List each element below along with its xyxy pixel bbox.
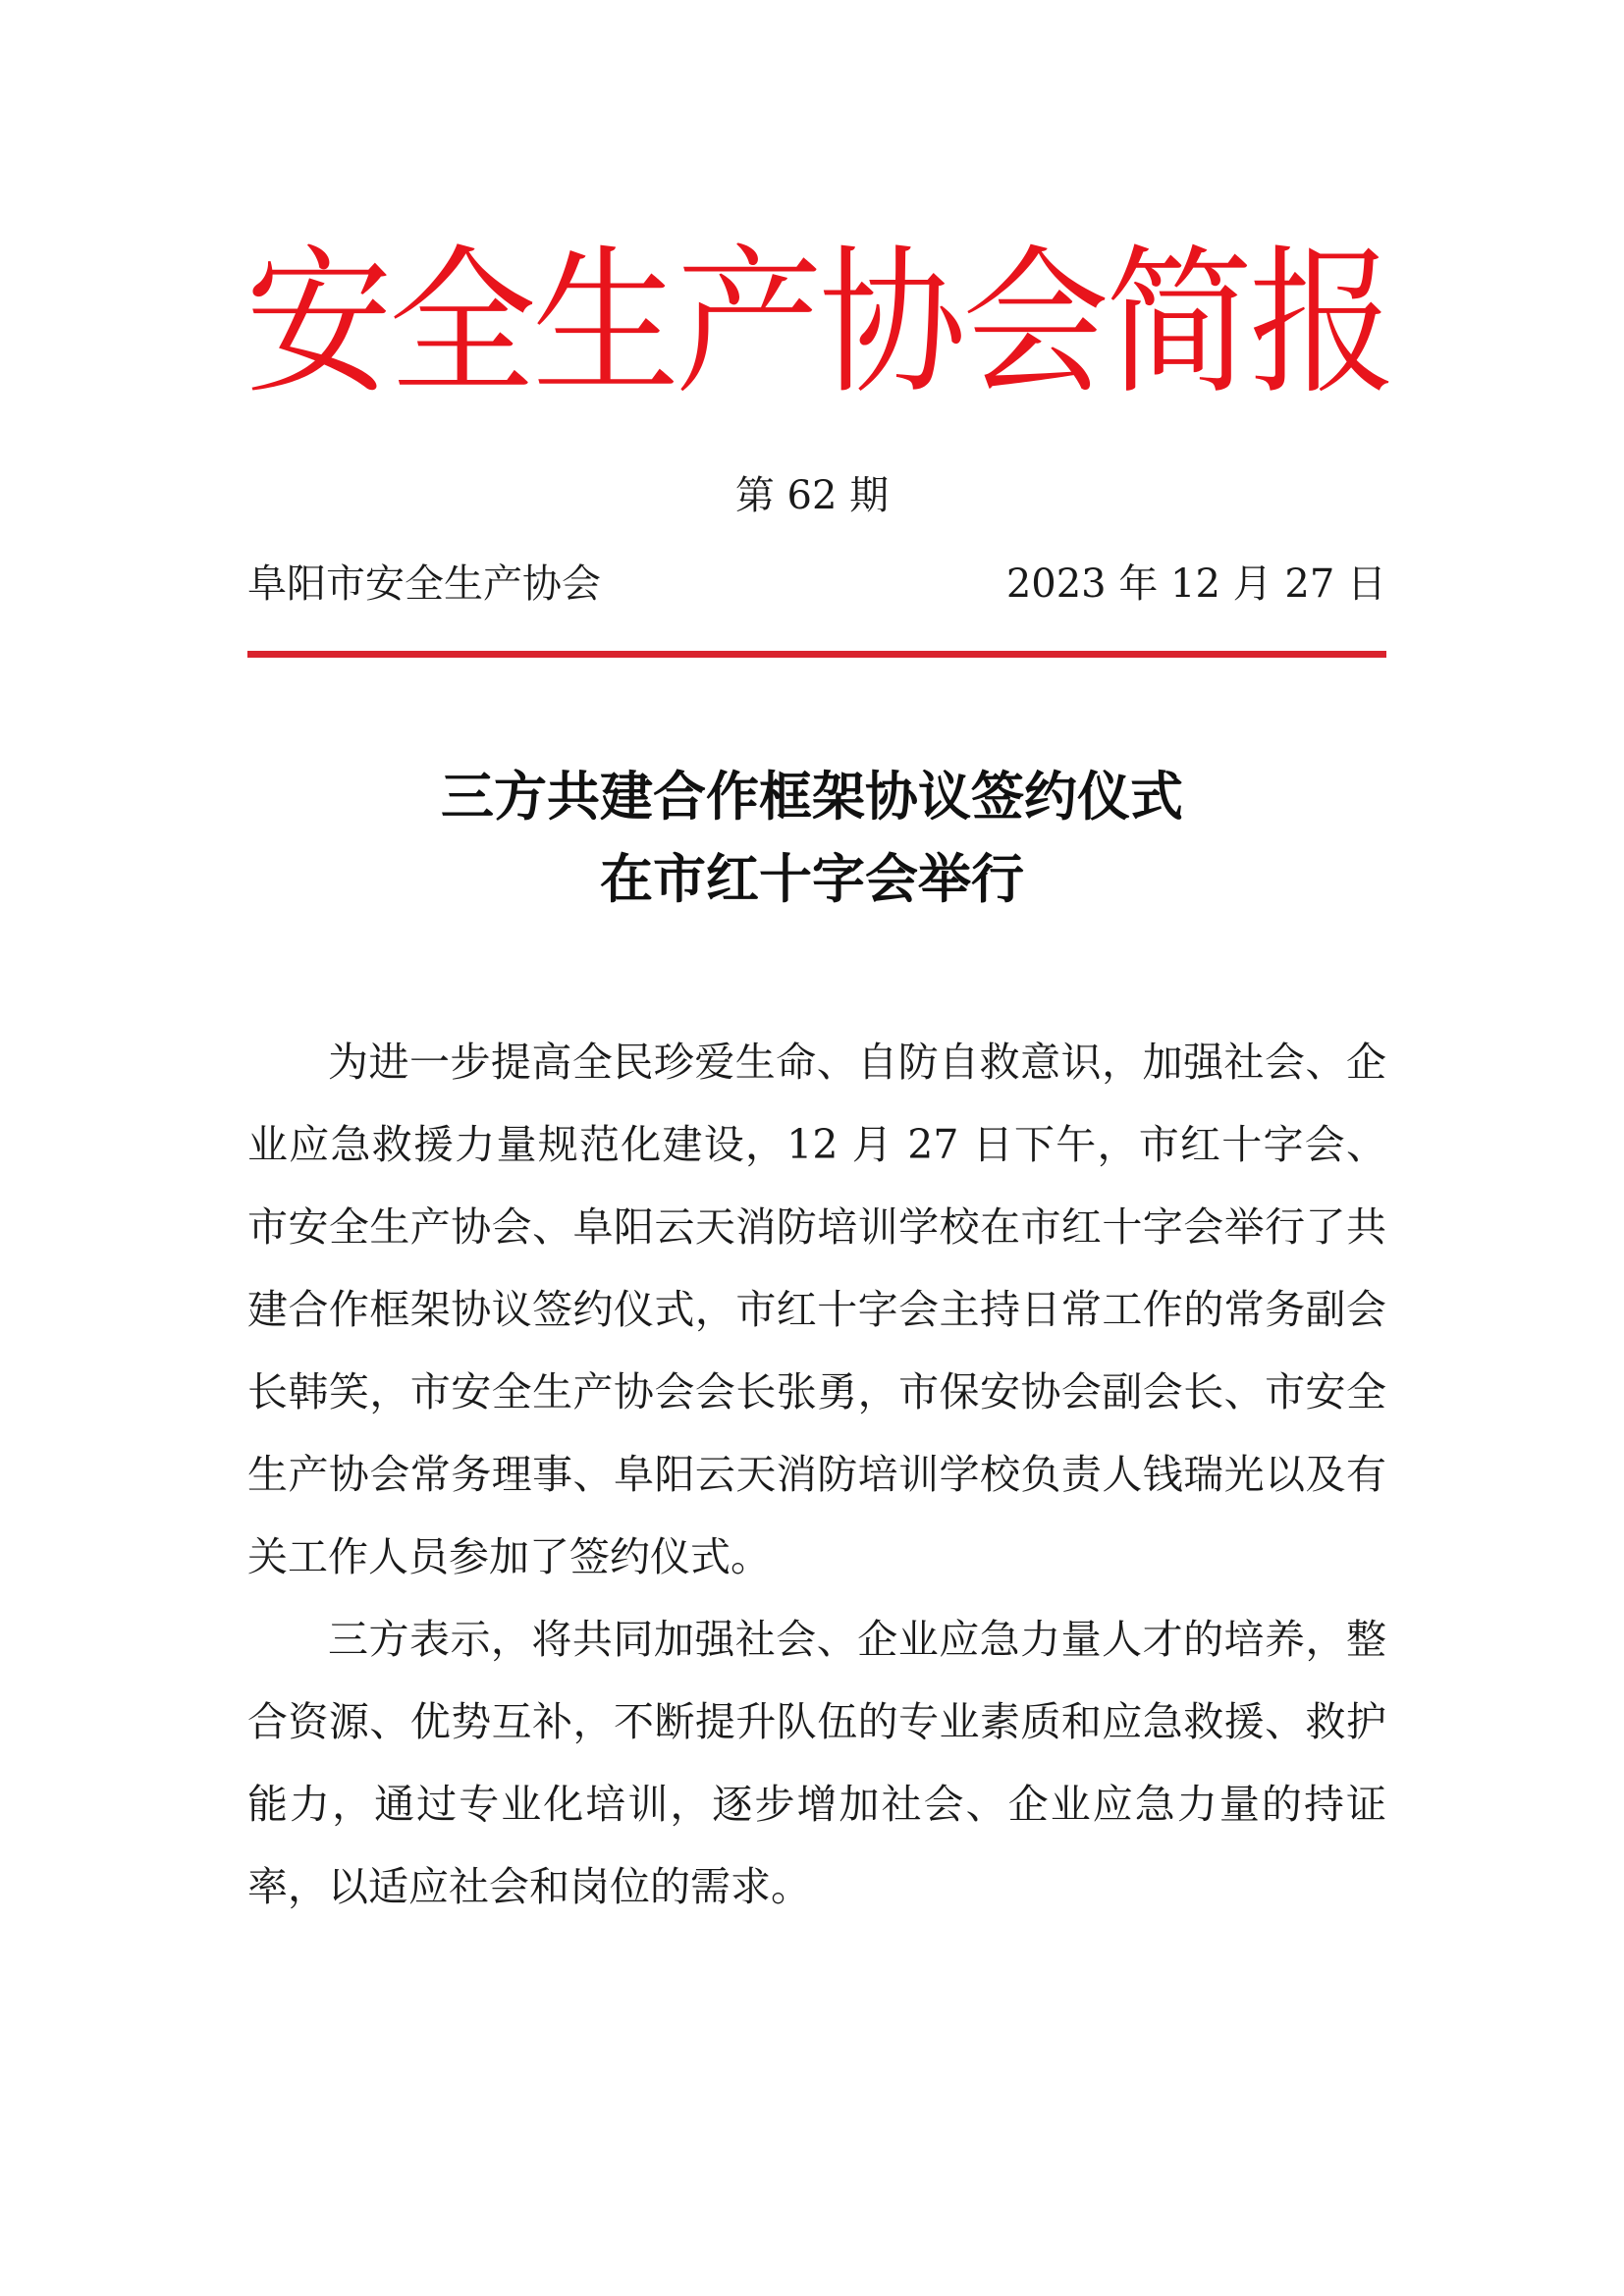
issue-number: 第 62 期	[734, 473, 890, 518]
article-title-line-2: 在市红十字会举行	[600, 848, 1024, 910]
article-title-line-1: 三方共建合作框架协议签约仪式	[441, 766, 1183, 828]
article-paragraph-1: 为进一步提高全民珍爱生命、自防自救意识，加强社会、企业应急救援力量规范化建设，12 月 27 日下午，市红十字会、市安全生产协会、阜阳云天消防培训学校在市红十字会举行了共建合作框架协议签约仪式，市红十字会主持日常工作的常务副会长韩笑，市安全生产协会会长张勇，市保安协会副会长、市安全生产协会常务理事、阜阳云天消防培训学校负责人钱瑞光以及有关工作人员参加了签约仪式。	[247, 1039, 1386, 1580]
publish-date: 2023 年 12 月 27 日	[1005, 561, 1386, 607]
article-paragraph-2: 三方表示，将共同加强社会、企业应急力量人才的培养，整合资源、优势互补，不断提升队伍的专业素质和应急救援、救护能力，通过专业化培训，逐步增加社会、企业应急力量的持证率，以适应社会和岗位的需求。	[247, 1616, 1386, 1910]
masthead-title: 安全生产协会简报	[245, 232, 1393, 416]
meta-row	[247, 555, 1386, 614]
article-title	[0, 756, 1624, 921]
red-divider-rule	[247, 651, 1386, 658]
publisher-name: 阜阳市安全生产协会	[247, 561, 601, 607]
article-body	[247, 1021, 1386, 1928]
